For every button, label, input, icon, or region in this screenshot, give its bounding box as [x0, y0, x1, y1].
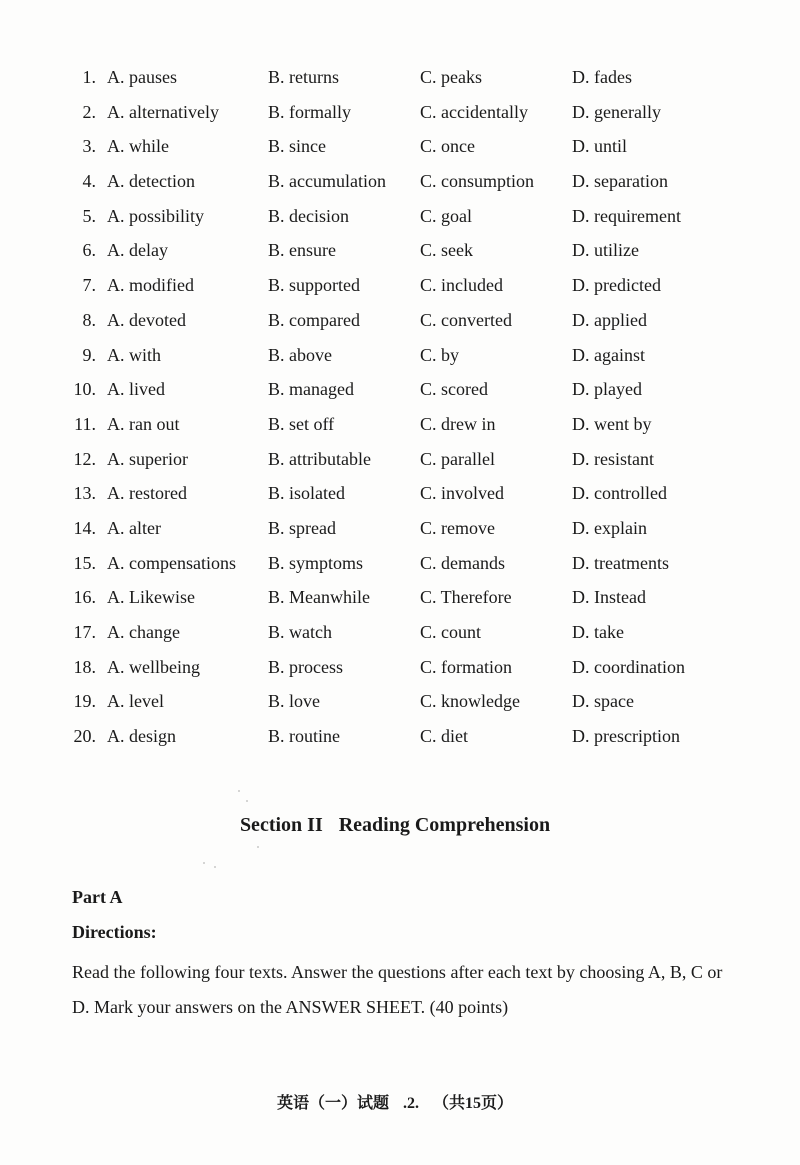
section-number: Section II	[239, 814, 323, 836]
question-number: 16.	[73, 587, 96, 608]
option-c: C. drew in	[420, 413, 496, 434]
option-b: B. ensure	[268, 240, 336, 261]
question-row	[0, 407, 800, 442]
question-number: 12.	[73, 448, 96, 469]
option-a: A. lived	[107, 379, 165, 400]
option-c: C. scored	[420, 379, 488, 400]
question-row	[0, 60, 800, 95]
option-c: C. demands	[420, 552, 505, 573]
question-number: 7.	[82, 275, 96, 296]
question-row	[0, 338, 800, 373]
directions-text: Read the following four texts. Answer the questions after each text by choosing A, B, C or D. Mark your answers on the ANSWER SHEET. (40 points)	[72, 962, 723, 1017]
question-number: 1.	[82, 67, 96, 87]
option-c: C. consumption	[420, 171, 535, 192]
scan-speck	[238, 790, 240, 792]
option-a: A. level	[107, 691, 164, 712]
option-a: A. with	[107, 344, 161, 365]
question-number: 19.	[73, 691, 96, 712]
question-number: 15.	[73, 552, 96, 573]
section-title	[0, 814, 790, 837]
option-d: D. until	[572, 136, 628, 157]
option-a: A. Likewise	[107, 587, 195, 608]
option-b: B. routine	[268, 726, 340, 747]
question-row	[0, 546, 800, 581]
option-a: A. delay	[107, 240, 168, 261]
option-d: D. generally	[572, 101, 661, 122]
option-a: A. while	[107, 136, 169, 157]
option-a: A. pauses	[107, 67, 177, 87]
option-a: A. change	[107, 622, 180, 642]
scan-speck	[246, 800, 248, 802]
option-d: D. against	[572, 344, 645, 365]
option-d: D. treatments	[572, 552, 669, 573]
option-d: D. predicted	[572, 275, 661, 296]
option-d: D. coordination	[572, 656, 685, 677]
question-number: 10.	[73, 379, 96, 400]
question-number: 4.	[82, 171, 96, 192]
option-d: D. take	[572, 622, 624, 642]
option-d: D. played	[572, 379, 642, 400]
option-a: A. devoted	[107, 309, 186, 330]
option-c: C. count	[420, 622, 481, 642]
option-b: B. attributable	[268, 448, 371, 469]
option-a: A. possibility	[107, 205, 205, 226]
option-b: B. returns	[268, 67, 339, 87]
option-a: A. wellbeing	[107, 656, 200, 677]
section-name: Reading Comprehension	[338, 814, 551, 836]
option-d: D. space	[572, 691, 634, 712]
question-number: 2.	[82, 101, 96, 122]
option-a: A. restored	[107, 483, 187, 504]
option-a: A. compensations	[107, 552, 236, 573]
part-title: Part A	[72, 887, 123, 907]
option-d: D. Instead	[572, 587, 646, 608]
footer-page-number: .2.	[403, 1095, 419, 1112]
option-a: A. detection	[107, 171, 195, 192]
option-a: A. alter	[107, 517, 161, 538]
option-b: B. since	[268, 136, 326, 157]
option-c: C. involved	[420, 483, 504, 504]
option-d: D. prescription	[572, 726, 680, 747]
option-d: D. requirement	[572, 205, 681, 226]
question-options-list	[0, 60, 800, 754]
question-row	[0, 372, 800, 407]
question-number: 20.	[73, 726, 96, 747]
question-number: 9.	[82, 344, 96, 365]
option-d: D. explain	[572, 517, 647, 538]
question-row	[0, 511, 800, 546]
scan-speck	[214, 866, 216, 868]
question-row	[0, 164, 800, 199]
footer-total-pages: （共15页）	[433, 1095, 514, 1112]
question-number: 8.	[82, 309, 96, 330]
question-row	[0, 650, 800, 685]
option-c: C. accidentally	[420, 101, 528, 122]
question-row	[0, 442, 800, 477]
option-b: B. decision	[268, 205, 349, 226]
option-c: C. goal	[420, 205, 472, 226]
page-footer	[0, 1090, 790, 1113]
question-number: 6.	[82, 240, 96, 261]
option-b: B. isolated	[268, 483, 345, 504]
option-b: B. watch	[268, 622, 332, 642]
scan-speck	[257, 846, 259, 848]
question-row	[0, 580, 800, 615]
option-d: D. controlled	[572, 483, 667, 504]
question-row	[0, 199, 800, 234]
option-d: D. fades	[572, 67, 632, 87]
option-b: B. formally	[268, 101, 351, 122]
option-d: D. applied	[572, 309, 647, 330]
question-number: 3.	[82, 136, 96, 157]
option-b: B. set off	[268, 413, 335, 434]
question-number: 11.	[74, 413, 96, 434]
option-c: C. once	[420, 136, 475, 157]
option-c: C. by	[420, 344, 460, 365]
option-b: B. compared	[268, 309, 360, 330]
option-b: B. managed	[268, 379, 354, 400]
option-d: D. separation	[572, 171, 668, 192]
option-c: C. seek	[420, 240, 473, 261]
option-c: C. included	[420, 275, 503, 296]
option-b: B. Meanwhile	[268, 587, 370, 608]
scan-speck	[203, 862, 205, 864]
directions-title: Directions:	[72, 922, 157, 942]
option-a: A. ran out	[107, 413, 180, 434]
option-b: B. above	[268, 344, 332, 365]
question-row	[0, 684, 800, 719]
option-b: B. accumulation	[268, 171, 386, 192]
option-d: D. went by	[572, 413, 652, 434]
question-row	[0, 303, 800, 338]
option-c: C. Therefore	[420, 587, 512, 608]
question-number: 18.	[73, 656, 96, 677]
option-c: C. peaks	[420, 67, 482, 87]
option-a: A. alternatively	[107, 101, 219, 122]
option-b: B. symptoms	[268, 552, 364, 573]
option-b: B. process	[268, 656, 343, 677]
question-number: 14.	[73, 517, 96, 538]
option-a: A. design	[107, 726, 176, 747]
question-row	[0, 268, 800, 303]
question-row	[0, 95, 800, 130]
option-c: C. parallel	[420, 448, 495, 469]
option-b: B. supported	[268, 275, 360, 296]
option-d: D. utilize	[572, 240, 639, 261]
question-number: 13.	[73, 483, 96, 504]
option-c: C. converted	[420, 309, 512, 330]
question-row	[0, 233, 800, 268]
question-row	[0, 719, 800, 754]
question-number: 5.	[82, 205, 96, 226]
question-row	[0, 129, 800, 164]
question-row	[0, 476, 800, 511]
option-b: B. spread	[268, 517, 336, 538]
question-row	[0, 615, 800, 650]
option-c: C. knowledge	[420, 691, 520, 712]
question-number: 17.	[73, 622, 96, 642]
option-a: A. modified	[107, 275, 194, 296]
option-d: D. resistant	[572, 448, 654, 469]
option-b: B. love	[268, 691, 320, 712]
footer-subject: 英语（一）试题	[276, 1095, 389, 1112]
option-c: C. remove	[420, 517, 495, 538]
option-c: C. diet	[420, 726, 468, 747]
option-a: A. superior	[107, 448, 188, 469]
option-c: C. formation	[420, 656, 512, 677]
